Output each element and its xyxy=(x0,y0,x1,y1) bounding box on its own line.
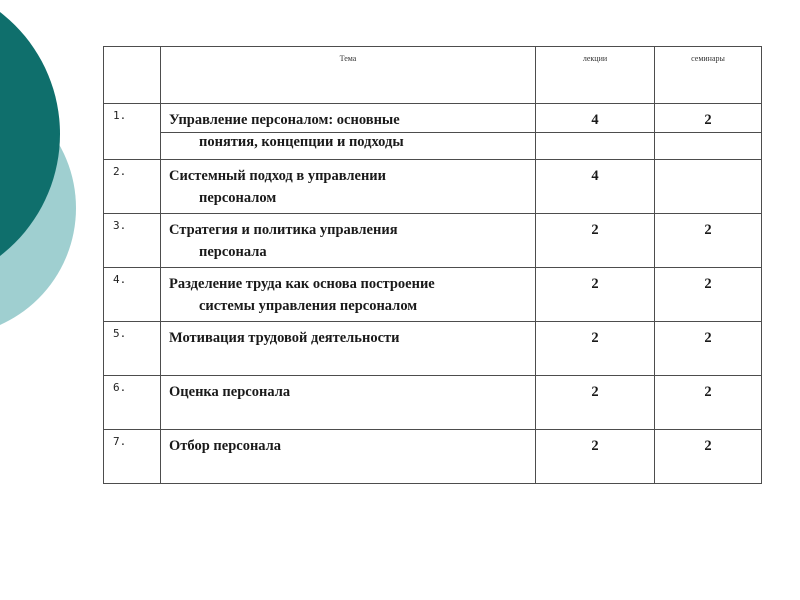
table-row xyxy=(104,430,762,484)
header-lectures: лекции xyxy=(536,47,655,104)
row-topic xyxy=(161,322,536,376)
topic-line-2: понятия, концепции и подходы xyxy=(199,134,404,150)
cell-divider xyxy=(536,132,654,133)
row-number: 6. xyxy=(104,376,161,430)
row-topic xyxy=(161,268,536,322)
row-topic xyxy=(161,376,536,430)
cell-divider xyxy=(655,132,761,133)
row-number: 7. xyxy=(104,430,161,484)
table-row xyxy=(104,376,762,430)
topic-line-1: Отбор персонала xyxy=(169,438,282,454)
row-lectures: 2 xyxy=(536,430,655,484)
row-topic xyxy=(161,160,536,214)
lectures-value: 4 xyxy=(591,112,599,128)
topic-line-1: Разделение труда как основа построение xyxy=(169,276,435,292)
row-number: 5. xyxy=(104,322,161,376)
table-row xyxy=(104,214,762,268)
course-table xyxy=(103,46,762,484)
row-lectures: 2 xyxy=(536,322,655,376)
topic-line-1: Стратегия и политика управления xyxy=(169,222,398,238)
topic-line-1: Системный подход в управлении xyxy=(169,168,387,184)
row-lectures: 4 xyxy=(536,160,655,214)
topic-line-1: Оценка персонала xyxy=(169,384,291,400)
cell-divider xyxy=(161,132,535,133)
row-lectures: 2 xyxy=(536,376,655,430)
row-seminars: 2 xyxy=(655,322,762,376)
row-lectures: 2 xyxy=(536,268,655,322)
row-number: 3. xyxy=(104,214,161,268)
topic-line-1: Мотивация трудовой деятельности xyxy=(169,330,400,346)
row-number: 2. xyxy=(104,160,161,214)
row-lectures xyxy=(536,104,655,160)
row-topic xyxy=(161,430,536,484)
header-number xyxy=(104,47,161,104)
table-row xyxy=(104,104,762,160)
row-seminars: 2 xyxy=(655,214,762,268)
table-row xyxy=(104,268,762,322)
row-seminars: 2 xyxy=(655,268,762,322)
row-seminars xyxy=(655,160,762,214)
table-row xyxy=(104,322,762,376)
row-seminars xyxy=(655,104,762,160)
row-seminars: 2 xyxy=(655,376,762,430)
table-row xyxy=(104,160,762,214)
header-seminars: семинары xyxy=(655,47,762,104)
topic-line-2: персонала xyxy=(199,244,267,260)
row-number: 4. xyxy=(104,268,161,322)
seminars-value: 2 xyxy=(704,112,712,128)
row-topic xyxy=(161,214,536,268)
topic-line-2: персоналом xyxy=(199,190,277,206)
row-number: 1. xyxy=(104,104,161,160)
topic-line-1: Управление персоналом: основные xyxy=(169,112,400,128)
row-lectures: 2 xyxy=(536,214,655,268)
table-header-row xyxy=(104,47,762,104)
header-topic: Тема xyxy=(161,47,536,104)
topic-line-2: системы управления персоналом xyxy=(199,298,418,314)
row-topic xyxy=(161,104,536,160)
row-seminars: 2 xyxy=(655,430,762,484)
